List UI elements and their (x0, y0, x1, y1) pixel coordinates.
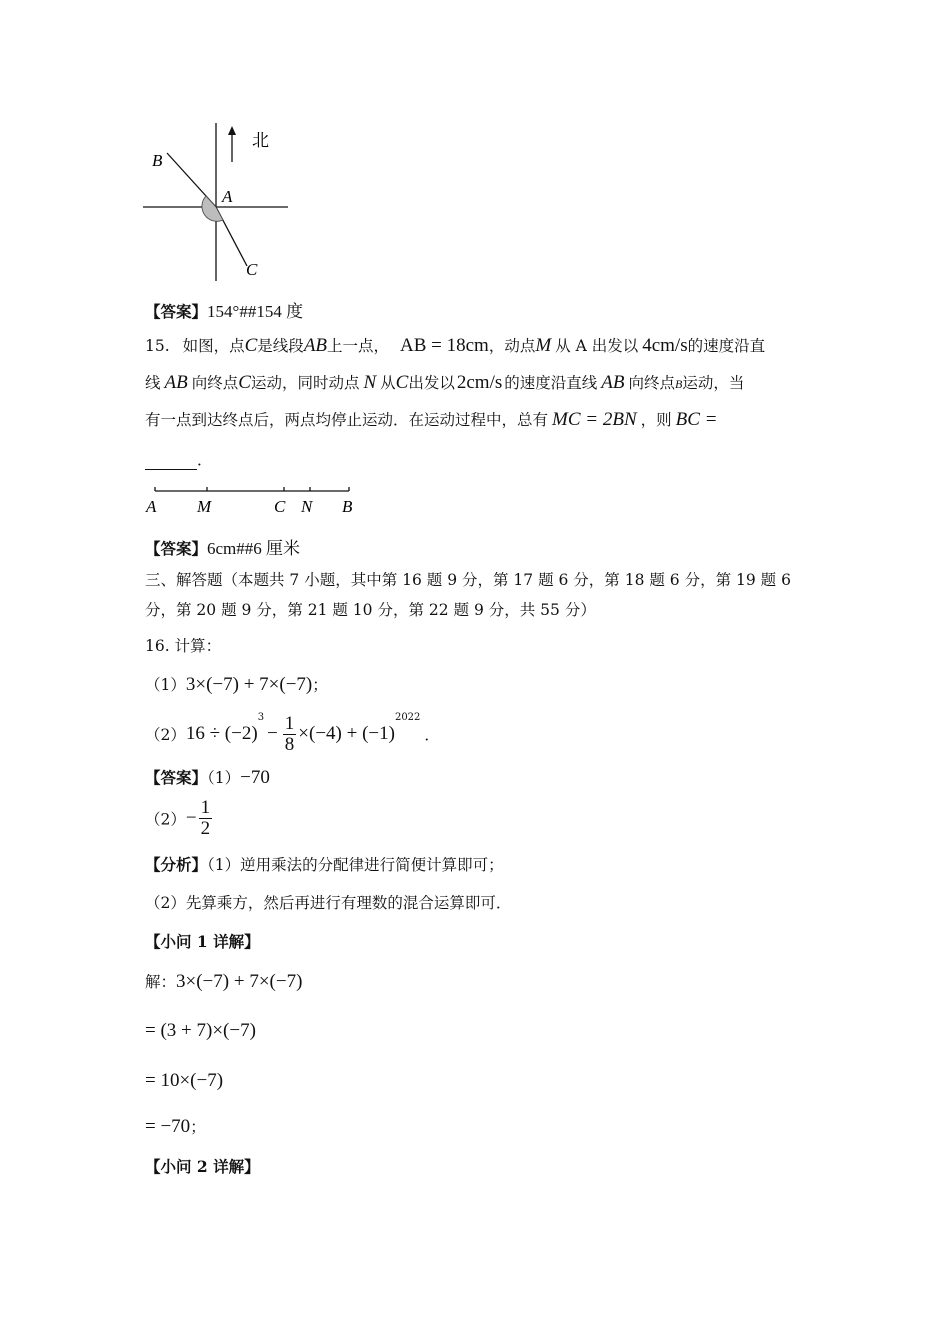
solution-prefix: 解： (145, 973, 177, 991)
answer-tag: 【答案】 (145, 302, 208, 321)
q15-line-2 (145, 371, 744, 394)
var: N (363, 372, 377, 393)
part-label: （2） (145, 810, 186, 829)
text: 向终点 (191, 374, 239, 392)
text: 是线段 (257, 337, 304, 355)
text: 运动，同时动点 (250, 374, 360, 392)
var: C (244, 335, 258, 356)
var: M (535, 335, 552, 356)
part-label: （1） (207, 769, 241, 787)
compass-figure (138, 118, 298, 288)
section-3-line-2: 分，第 20 题 9 分，第 21 题 10 分，第 22 题 9 分，共 55 分） (145, 601, 596, 619)
q16-part-2 (145, 712, 440, 754)
q16-answer-2 (145, 798, 214, 839)
seg-label-A: A (146, 497, 157, 516)
var: C (395, 372, 409, 393)
seg-label-M: M (197, 497, 212, 516)
text: ． (197, 451, 213, 469)
north-arrow-head (228, 126, 236, 135)
q16-detail-2-heading: 【小问 2 详解】 (145, 1157, 260, 1176)
text: 从 A 出发以 (555, 337, 639, 355)
q16-detail-1-heading: 【小问 1 详解】 (145, 932, 260, 951)
exponent: 2022 (394, 712, 421, 723)
label-C: C (246, 260, 258, 279)
math: BC = (675, 409, 718, 430)
text: 线 (145, 374, 161, 392)
text: 的速度沿直 (687, 337, 766, 355)
answer-value: −70 (240, 767, 270, 788)
q15-answer (145, 534, 300, 559)
q15-line-3 (145, 408, 718, 431)
text: 如图，点 (182, 337, 245, 355)
q15-line-4 (145, 448, 213, 470)
numerator: 1 (284, 712, 295, 734)
answer-tag: 【答案】 (145, 539, 208, 558)
text: ； (312, 676, 328, 694)
q15-line-1 (145, 334, 765, 357)
seg-label-B: B (342, 497, 353, 516)
text: 有一点到达终点后，两点均停止运动．在运动过程中，总有 (145, 411, 549, 429)
math: AB = 18cm (399, 335, 489, 356)
math: 4cm/s (642, 335, 688, 356)
minus-sign: − (267, 723, 278, 744)
answer-text: 154°##154 度 (207, 302, 304, 321)
solution-expr: 3×(−7) + 7×(−7) (176, 971, 303, 992)
north-label: 北 (252, 131, 269, 150)
math: 2cm/s (456, 372, 503, 393)
minus-sign: − (185, 807, 197, 829)
text: ； (190, 1118, 206, 1136)
q16-solution-line-2: = (3 + 7)×(−7) (145, 1020, 256, 1041)
exponent: 3 (257, 712, 265, 723)
fraction (199, 798, 213, 839)
answer-tag: 【答案】 (145, 768, 208, 787)
expression: 16 ÷ (−2) (185, 723, 258, 744)
q16-analysis-2: （2）先算乘方，然后再进行有理数的混合运算即可． (145, 894, 512, 912)
var: C (238, 372, 251, 393)
part-label: （2） (145, 726, 186, 744)
section-3-line-1: 三、解答题（本题共 7 小题，其中第 16 题 9 分，第 17 题 6 分，第 18 题 6 分，第 19 题 6 (145, 571, 791, 589)
text: 运动，当 (682, 374, 745, 392)
var: AB (164, 372, 188, 393)
q16-solution-line-4 (145, 1115, 206, 1138)
text: ，则 (640, 411, 672, 429)
q16-answer (145, 766, 270, 789)
q16-solution-line-3: = 10×(−7) (145, 1070, 224, 1091)
denominator: 8 (284, 733, 295, 755)
answer-text: 6cm##6 厘米 (207, 539, 301, 558)
text: 向终点 (628, 374, 675, 392)
expression: 3×(−7) + 7×(−7) (185, 674, 313, 695)
seg-label-C: C (274, 497, 286, 516)
q16-solution-line-1 (145, 970, 302, 993)
var: AB (303, 335, 328, 356)
label-A: A (222, 187, 233, 206)
math: MC = 2BN (552, 409, 637, 430)
text: ，动点 (488, 337, 536, 355)
text: 从 (380, 374, 396, 392)
angle-arc (202, 196, 223, 221)
text: ． (424, 726, 440, 744)
analysis-tag: 【分析】 (145, 855, 208, 874)
q16-title: 16. 计算： (145, 637, 222, 655)
var-small: B (675, 377, 683, 391)
numerator: 1 (200, 797, 211, 818)
q16-part-1 (145, 673, 328, 696)
label-B: B (152, 151, 163, 170)
q16-analysis-1 (145, 853, 504, 875)
answer-blank (145, 455, 197, 470)
expression: ×(−4) + (−1) (298, 723, 395, 744)
seg-label-N: N (301, 497, 313, 516)
question-number: 15. (145, 337, 170, 355)
text: 上一点， (327, 337, 390, 355)
analysis-text: （1）逆用乘法的分配律进行简便计算即可； (207, 856, 504, 874)
text: 出发以 (408, 374, 455, 392)
solution-expr: = −70 (145, 1116, 191, 1137)
fraction (283, 714, 297, 755)
var: AB (601, 372, 625, 393)
segment-figure (140, 484, 370, 520)
part-label: （1） (145, 676, 186, 694)
text: 的速度沿直线 (504, 374, 598, 392)
q14-answer (145, 297, 303, 322)
denominator: 2 (200, 817, 211, 839)
